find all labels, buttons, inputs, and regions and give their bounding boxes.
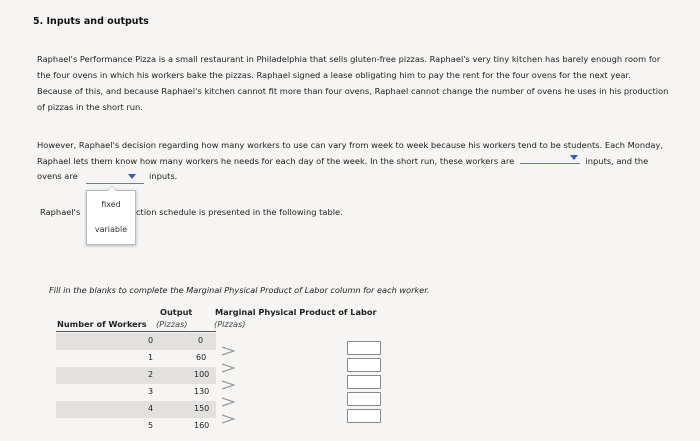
mpp-answer-input-1[interactable] bbox=[347, 341, 381, 355]
dropdown-options-popup bbox=[86, 190, 136, 245]
chevron-right-icon bbox=[221, 380, 235, 390]
intro-line: Because of this, and because Raphael's kitchen cannot fit more than four ovens, Raphael cannot change the number of ovens he uses in his production bbox=[37, 86, 669, 96]
workers-input-type-dropdown[interactable] bbox=[520, 153, 580, 164]
table-row bbox=[56, 384, 216, 401]
question-heading: 5. Inputs and outputs bbox=[33, 16, 149, 27]
ovens-text-after: inputs. bbox=[149, 171, 178, 181]
workers-cell: 0 bbox=[148, 336, 154, 345]
col-workers-header: Number of Workers bbox=[57, 319, 147, 329]
chevron-right-icon bbox=[221, 346, 235, 356]
intro-line: Raphael's Performance Pizza is a small restaurant in Philadelphia that sells gluten-free pizzas. Raphael's very tiny kitchen has barely enough room for bbox=[37, 54, 661, 64]
output-cell: 130 bbox=[194, 387, 210, 396]
output-cell: 160 bbox=[194, 421, 210, 430]
table-header-rule bbox=[56, 331, 216, 332]
intro-line: of pizzas in the short run. bbox=[37, 102, 143, 112]
col-mpp-unit: (Pizzas) bbox=[214, 319, 246, 329]
schedule-text-rest: ction schedule is presented in the following table. bbox=[136, 207, 343, 217]
ovens-label: ovens are bbox=[37, 171, 78, 181]
table-row bbox=[56, 350, 216, 367]
popup-arrow-inner bbox=[108, 186, 116, 191]
schedule-text-start: Raphael's bbox=[40, 207, 81, 217]
ovens-input-type-dropdown[interactable] bbox=[86, 172, 144, 184]
col-output-header: Output bbox=[160, 307, 193, 317]
workers-cell: 2 bbox=[148, 370, 154, 379]
workers-text-after: inputs, and the bbox=[585, 156, 649, 166]
workers-text: Raphael lets them know how many workers he needs for each day of the week. In the short run, these workers are bbox=[37, 156, 515, 166]
workers-cell: 3 bbox=[148, 387, 154, 396]
mpp-answer-input-2[interactable] bbox=[347, 358, 381, 372]
workers-paragraph bbox=[37, 137, 687, 169]
table-instruction: Fill in the blanks to complete the Marginal Physical Product of Labor column for each worker. bbox=[49, 285, 430, 295]
chevron-right-icon bbox=[221, 414, 235, 424]
intro-line: the four ovens in which his workers bake the pizzas. Raphael signed a lease obligating him to pay the rent for the four ovens for the next year. bbox=[37, 70, 631, 80]
col-mpp-unit-wrap bbox=[214, 319, 245, 329]
col-output-unit-wrap bbox=[156, 319, 187, 329]
output-cell: 100 bbox=[194, 370, 210, 379]
chevron-right-icon bbox=[221, 363, 235, 373]
workers-cell: 4 bbox=[148, 404, 154, 413]
table-row bbox=[56, 401, 216, 418]
mpp-answer-input-3[interactable] bbox=[347, 375, 381, 389]
output-cell: 0 bbox=[198, 336, 204, 345]
col-mpp-header: Marginal Physical Product of Labor bbox=[215, 307, 377, 317]
output-cell: 60 bbox=[196, 353, 207, 362]
caret-down-icon bbox=[128, 174, 136, 179]
workers-line bbox=[37, 153, 687, 169]
mpp-answer-input-5[interactable] bbox=[347, 409, 381, 423]
intro-paragraph bbox=[37, 51, 687, 115]
workers-cell: 5 bbox=[148, 421, 154, 430]
table-row bbox=[56, 418, 216, 435]
caret-down-icon bbox=[570, 155, 578, 160]
output-cell: 150 bbox=[194, 404, 210, 413]
table-row bbox=[56, 333, 216, 350]
workers-cell: 1 bbox=[148, 353, 154, 362]
option-variable[interactable]: variable bbox=[94, 225, 128, 234]
option-fixed[interactable]: fixed bbox=[101, 200, 121, 209]
workers-line: However, Raphael's decision regarding how many workers to use can vary from week to week because his workers tend to be students. Each Monday, bbox=[37, 140, 664, 150]
table-row bbox=[56, 367, 216, 384]
mpp-answer-input-4[interactable] bbox=[347, 392, 381, 406]
col-output-unit: (Pizzas) bbox=[156, 319, 188, 329]
chevron-right-icon bbox=[221, 397, 235, 407]
